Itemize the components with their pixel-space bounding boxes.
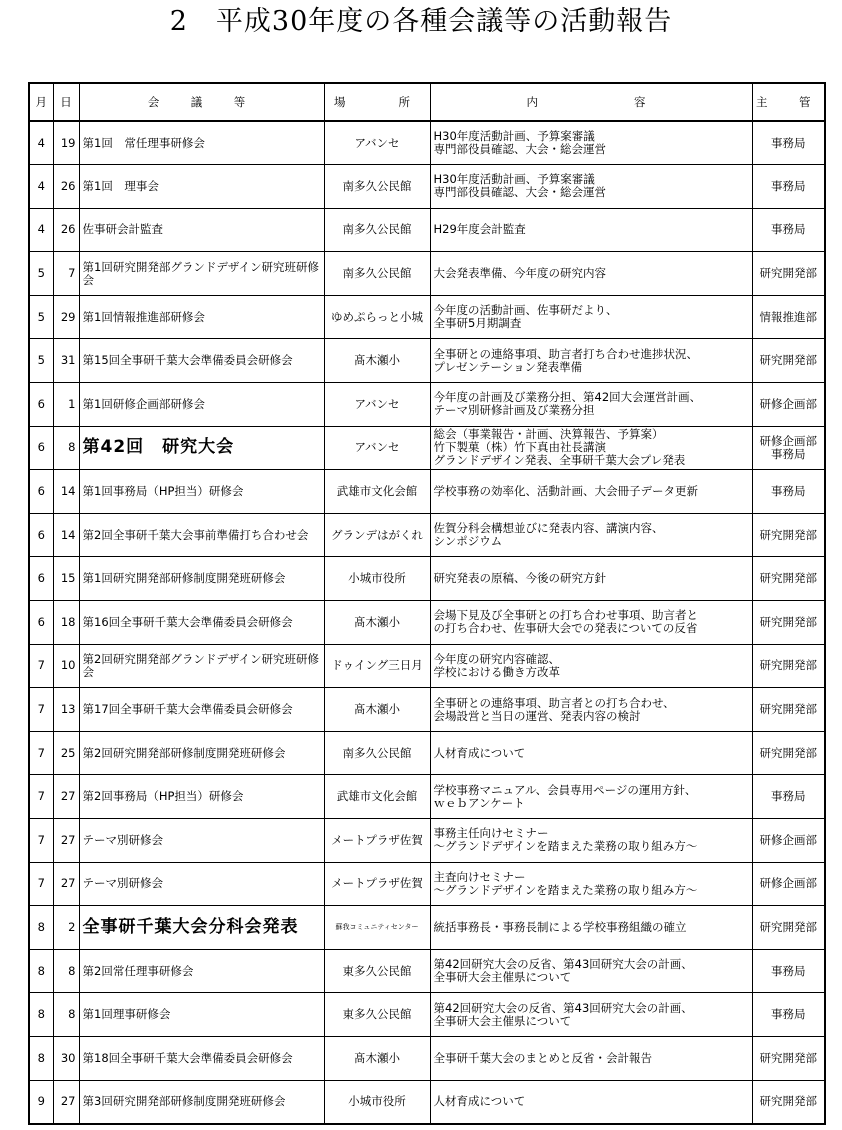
place-cell: 東多久公民館: [324, 993, 430, 1037]
table-row: [29, 295, 825, 339]
content-cell: [430, 862, 752, 906]
content-line: 専門部役員確認、大会・総会運営: [433, 142, 606, 157]
month-cell: 7: [29, 862, 53, 906]
host-cell: [752, 644, 825, 688]
host-cell: [752, 731, 825, 775]
place-cell: 武雄市文化会館: [324, 470, 430, 514]
month-cell: 7: [29, 819, 53, 863]
table-row: [29, 165, 825, 209]
month-cell: 6: [29, 557, 53, 601]
day-cell: 2: [53, 906, 79, 950]
content-line: プレゼンテーション発表準備: [433, 359, 583, 374]
table-row: [29, 993, 825, 1037]
place-cell: ゆめぷらっと小城: [324, 295, 430, 339]
content-line: 統括事務長・事務長制による学校事務組織の確立: [433, 919, 687, 934]
meeting-cell: 第2回事務局（HP担当）研修会: [79, 775, 324, 819]
day-cell: 26: [53, 165, 79, 209]
month-cell: 8: [29, 906, 53, 950]
meeting-cell: 第1回理事研修会: [79, 993, 324, 1037]
place-cell: ドゥイング三日月: [324, 644, 430, 688]
content-line: 第42回研究大会の反省、第43回研究大会の計画、: [433, 957, 693, 972]
table-row: [29, 383, 825, 427]
meeting-cell: 第1回研修企画部研修会: [79, 383, 324, 427]
day-cell: 27: [53, 862, 79, 906]
table-row: [29, 688, 825, 732]
month-cell: 4: [29, 121, 53, 165]
place-cell: 南多久公民館: [324, 165, 430, 209]
table-row: [29, 775, 825, 819]
place-cell: 髙木瀬小: [324, 601, 430, 645]
day-cell: 10: [53, 644, 79, 688]
place-cell: 南多久公民館: [324, 252, 430, 296]
host-line: 研修企画部: [759, 876, 817, 891]
meeting-cell: テーマ別研修会: [79, 862, 324, 906]
content-cell: [430, 731, 752, 775]
host-cell: [752, 295, 825, 339]
place-cell: 武雄市文化会館: [324, 775, 430, 819]
content-line: 今年度の研究内容確認、: [433, 651, 560, 666]
place-cell: 東多久公民館: [324, 949, 430, 993]
table-row: [29, 1080, 825, 1124]
host-cell: [752, 949, 825, 993]
content-line: 全事研との連絡事項、助言者との打ち合わせ、: [433, 695, 675, 710]
content-line: 全事研5月期調査: [433, 316, 522, 331]
table-row: [29, 644, 825, 688]
meeting-cell: 第15回全事研千葉大会準備委員会研修会: [79, 339, 324, 383]
day-cell: 14: [53, 470, 79, 514]
table-row: [29, 252, 825, 296]
host-line: 事務局: [771, 963, 806, 978]
day-cell: 7: [53, 252, 79, 296]
host-cell: [752, 339, 825, 383]
meeting-cell: 第18回全事研千葉大会準備委員会研修会: [79, 1036, 324, 1080]
host-cell: [752, 1036, 825, 1080]
table-row: [29, 208, 825, 252]
content-cell: [430, 339, 752, 383]
host-line: 研究開発部: [759, 745, 817, 760]
host-line: 研究開発部: [759, 527, 817, 542]
month-cell: 5: [29, 295, 53, 339]
content-line: H30年度活動計画、予算案審議: [433, 129, 595, 144]
content-cell: [430, 513, 752, 557]
content-line: 全事研千葉大会のまとめと反省・会計報告: [433, 1050, 652, 1065]
content-cell: [430, 1080, 752, 1124]
content-line: 全事研大会主催県について: [433, 1013, 572, 1028]
table-row: [29, 513, 825, 557]
content-cell: [430, 1036, 752, 1080]
day-cell: 30: [53, 1036, 79, 1080]
host-line: 研究開発部: [759, 1050, 817, 1065]
month-cell: 8: [29, 1036, 53, 1080]
content-line: ～グランドデザインを踏まえた業務の取り組み方～: [433, 882, 698, 897]
host-cell: [752, 906, 825, 950]
content-line: 今年度の計画及び業務分担、第42回大会運営計画、: [433, 390, 702, 405]
place-cell: 小城市役所: [324, 557, 430, 601]
content-line: 学校事務マニュアル、会員専用ページの運用方針、: [433, 782, 697, 797]
table-row: [29, 121, 825, 165]
host-line: 研修企画部: [759, 396, 817, 411]
header-content: 内 容: [430, 83, 752, 121]
meeting-cell: 第1回情報推進部研修会: [79, 295, 324, 339]
meeting-cell: 第17回全事研千葉大会準備委員会研修会: [79, 688, 324, 732]
host-line: 事務局: [771, 789, 806, 804]
host-cell: [752, 819, 825, 863]
month-cell: 8: [29, 993, 53, 1037]
day-cell: 13: [53, 688, 79, 732]
content-cell: [430, 426, 752, 470]
content-cell: [430, 470, 752, 514]
table-row: [29, 906, 825, 950]
host-line: 事務局: [771, 222, 806, 237]
month-cell: 5: [29, 252, 53, 296]
content-cell: [430, 252, 752, 296]
meeting-cell: 第42回 研究大会: [79, 426, 324, 470]
host-cell: [752, 862, 825, 906]
header-host: 主 管: [752, 83, 825, 121]
table-header-row: [29, 83, 825, 121]
place-cell: アバンセ: [324, 426, 430, 470]
host-line: 事務局: [771, 1007, 806, 1022]
place-cell: グランデはがくれ: [324, 513, 430, 557]
meeting-cell: 佐事研会計監査: [79, 208, 324, 252]
content-line: 全事研大会主催県について: [433, 970, 572, 985]
content-cell: [430, 949, 752, 993]
host-line: 研究開発部: [759, 571, 817, 586]
meeting-cell: 第1回研究開発部グランドデザイン研究班研修会: [79, 252, 324, 296]
month-cell: 7: [29, 775, 53, 819]
place-cell: メートプラザ佐賀: [324, 862, 430, 906]
content-line: ～グランドデザインを踏まえた業務の取り組み方～: [433, 839, 698, 854]
host-line: 研修企画部: [759, 433, 817, 448]
host-line: 研究開発部: [759, 266, 817, 281]
table-row: [29, 731, 825, 775]
month-cell: 4: [29, 165, 53, 209]
content-line: 学校事務の効率化、活動計画、大会冊子データ更新: [433, 484, 698, 499]
place-cell: 小城市役所: [324, 1080, 430, 1124]
day-cell: 8: [53, 993, 79, 1037]
content-line: 総会（事業報告・計画、決算報告、予算案）: [433, 427, 664, 442]
header-month: 月: [29, 83, 53, 121]
meeting-cell: 第3回研究開発部研修制度開発班研修会: [79, 1080, 324, 1124]
content-cell: [430, 993, 752, 1037]
month-cell: 6: [29, 601, 53, 645]
content-line: 第42回研究大会の反省、第43回研究大会の計画、: [433, 1000, 693, 1015]
content-line: H29年度会計監査: [433, 222, 526, 237]
table-row: [29, 426, 825, 470]
content-cell: [430, 775, 752, 819]
place-cell: アバンセ: [324, 121, 430, 165]
host-cell: [752, 1080, 825, 1124]
content-line: 大会発表準備、今年度の研究内容: [433, 266, 606, 281]
meeting-cell: 第2回研究開発部グランドデザイン研究班研修会: [79, 644, 324, 688]
meeting-cell: 第16回全事研千葉大会準備委員会研修会: [79, 601, 324, 645]
content-line: 専門部役員確認、大会・総会運営: [433, 185, 606, 200]
day-cell: 8: [53, 949, 79, 993]
day-cell: 26: [53, 208, 79, 252]
content-line: 主査向けセミナー: [433, 869, 526, 884]
table-row: [29, 819, 825, 863]
table-row: [29, 557, 825, 601]
host-line: 事務局: [771, 446, 806, 461]
host-line: 研修企画部: [759, 832, 817, 847]
day-cell: 29: [53, 295, 79, 339]
content-cell: [430, 644, 752, 688]
meeting-cell: 第2回全事研千葉大会事前準備打ち合わせ会: [79, 513, 324, 557]
meeting-cell: 第1回 理事会: [79, 165, 324, 209]
table-row: [29, 1036, 825, 1080]
meeting-cell: 全事研千葉大会分科会発表: [79, 906, 324, 950]
host-cell: [752, 383, 825, 427]
day-cell: 14: [53, 513, 79, 557]
day-cell: 19: [53, 121, 79, 165]
place-cell: アバンセ: [324, 383, 430, 427]
place-cell: 南多久公民館: [324, 208, 430, 252]
host-line: 研究開発部: [759, 919, 817, 934]
content-cell: [430, 165, 752, 209]
content-line: グランドデザイン発表、全事研千葉大会プレ発表: [433, 453, 686, 468]
table-row: [29, 601, 825, 645]
content-line: 全事研との連絡事項、助言者打ち合わせ進捗状況、: [433, 346, 698, 361]
content-cell: [430, 906, 752, 950]
content-cell: [430, 557, 752, 601]
meeting-cell: 第1回研究開発部研修制度開発班研修会: [79, 557, 324, 601]
content-cell: [430, 295, 752, 339]
month-cell: 6: [29, 426, 53, 470]
meeting-cell: テーマ別研修会: [79, 819, 324, 863]
host-line: 研究開発部: [759, 702, 817, 717]
content-cell: [430, 819, 752, 863]
content-line: 竹下製菓（株）竹下真由社長講演: [433, 440, 606, 455]
host-cell: [752, 208, 825, 252]
place-cell: 南多久公民館: [324, 731, 430, 775]
day-cell: 27: [53, 819, 79, 863]
meeting-cell: 第1回事務局（HP担当）研修会: [79, 470, 324, 514]
host-cell: [752, 426, 825, 470]
place-cell: 髙木瀬小: [324, 1036, 430, 1080]
content-cell: [430, 601, 752, 645]
host-cell: [752, 775, 825, 819]
host-cell: [752, 513, 825, 557]
host-line: 研究開発部: [759, 1094, 817, 1109]
host-cell: [752, 601, 825, 645]
month-cell: 8: [29, 949, 53, 993]
header-day: 日: [53, 83, 79, 121]
month-cell: 9: [29, 1080, 53, 1124]
month-cell: 6: [29, 513, 53, 557]
content-line: 今年度の活動計画、佐事研だより、: [433, 303, 618, 318]
host-line: 事務局: [771, 178, 806, 193]
content-line: 会場設営と当日の運営、発表内容の検討: [433, 708, 641, 723]
table-row: [29, 862, 825, 906]
month-cell: 7: [29, 644, 53, 688]
content-line: 事務主任向けセミナー: [433, 826, 549, 841]
table-row: [29, 470, 825, 514]
day-cell: 8: [53, 426, 79, 470]
day-cell: 15: [53, 557, 79, 601]
month-cell: 7: [29, 731, 53, 775]
meeting-cell: 第2回常任理事研修会: [79, 949, 324, 993]
host-line: 研究開発部: [759, 353, 817, 368]
content-cell: [430, 688, 752, 732]
table-row: [29, 339, 825, 383]
month-cell: 7: [29, 688, 53, 732]
table-row: [29, 949, 825, 993]
content-line: ｗｅｂアンケート: [433, 795, 525, 810]
activity-report-table: [28, 82, 826, 1125]
day-cell: 18: [53, 601, 79, 645]
content-line: 人材育成について: [433, 1094, 526, 1109]
place-cell: 髙木瀬小: [324, 339, 430, 383]
content-line: テーマ別研修計画及び業務分担: [433, 403, 595, 418]
month-cell: 6: [29, 470, 53, 514]
content-cell: [430, 121, 752, 165]
day-cell: 25: [53, 731, 79, 775]
host-cell: [752, 165, 825, 209]
content-line: の打ち合わせ、佐事研大会での発表についての反省: [433, 621, 698, 636]
host-cell: [752, 993, 825, 1037]
content-line: シンポジウム: [433, 534, 503, 549]
content-line: 佐賀分科会構想並びに発表内容、講演内容、: [433, 521, 664, 536]
content-line: 研究発表の原稿、今後の研究方針: [433, 571, 606, 586]
content-cell: [430, 383, 752, 427]
meeting-cell: 第1回 常任理事研修会: [79, 121, 324, 165]
month-cell: 4: [29, 208, 53, 252]
host-cell: [752, 121, 825, 165]
day-cell: 31: [53, 339, 79, 383]
content-cell: [430, 208, 752, 252]
host-line: 研究開発部: [759, 614, 817, 629]
day-cell: 1: [53, 383, 79, 427]
header-place: 場 所: [324, 83, 430, 121]
content-line: H30年度活動計画、予算案審議: [433, 172, 595, 187]
place-cell: 髙木瀬小: [324, 688, 430, 732]
content-line: 人材育成について: [433, 745, 526, 760]
month-cell: 6: [29, 383, 53, 427]
host-cell: [752, 688, 825, 732]
page-title: 2 平成30年度の各種会議等の活動報告: [169, 6, 673, 37]
place-cell: 蘇我コミュニティセンター: [324, 906, 430, 950]
host-cell: [752, 470, 825, 514]
content-line: 学校における働き方改革: [433, 664, 560, 679]
day-cell: 27: [53, 1080, 79, 1124]
month-cell: 5: [29, 339, 53, 383]
host-cell: [752, 252, 825, 296]
meeting-cell: 第2回研究開発部研修制度開発班研修会: [79, 731, 324, 775]
host-cell: [752, 557, 825, 601]
host-line: 情報推進部: [759, 309, 817, 324]
header-meeting: 会 議 等: [79, 83, 324, 121]
content-line: 会場下見及び全事研との打ち合わせ事項、助言者と: [433, 608, 698, 623]
host-line: 事務局: [771, 135, 806, 150]
day-cell: 27: [53, 775, 79, 819]
place-cell: メートプラザ佐賀: [324, 819, 430, 863]
host-line: 事務局: [771, 484, 806, 499]
host-line: 研究開発部: [759, 658, 817, 673]
